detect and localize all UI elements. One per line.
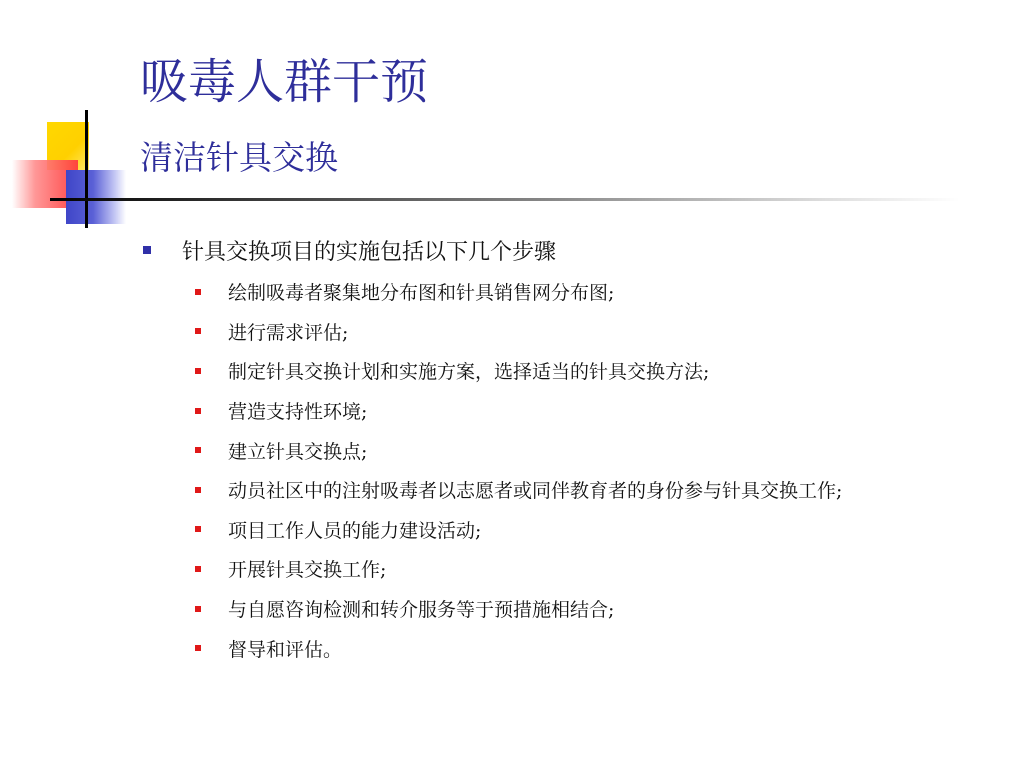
list-item-text: 营造支持性环境; (228, 401, 368, 424)
square-bullet-icon (143, 246, 151, 254)
list-item (140, 589, 1000, 629)
square-bullet-icon (195, 289, 201, 295)
list-item (140, 510, 1000, 550)
list-item (140, 628, 1000, 668)
list-item (140, 391, 1000, 431)
main-bullet-text: 针具交换项目的实施包括以下几个步骤 (182, 239, 557, 265)
list-item-text: 督导和评估。 (228, 638, 343, 661)
square-bullet-icon (195, 645, 201, 651)
square-bullet-icon (195, 606, 201, 612)
list-item (140, 351, 1000, 391)
list-item (140, 430, 1000, 470)
list-item (140, 312, 1000, 352)
slide-title: 吸毒人群干预 (140, 54, 429, 110)
square-bullet-icon (195, 526, 201, 532)
square-bullet-icon (195, 328, 201, 334)
list-item-text: 绘制吸毒者聚集地分布图和针具销售网分布图; (228, 282, 615, 305)
slide-subtitle: 清洁针具交换 (140, 138, 338, 177)
title-divider-line (50, 198, 960, 201)
square-bullet-icon (195, 487, 201, 493)
decor-blue-block (66, 170, 126, 224)
square-bullet-icon (195, 408, 201, 414)
square-bullet-icon (195, 566, 201, 572)
main-bullet-item (140, 232, 1000, 268)
list-item-text: 项目工作人员的能力建设活动; (228, 519, 482, 542)
square-bullet-icon (195, 447, 201, 453)
list-item-text: 开展针具交换工作; (228, 559, 387, 582)
list-item (140, 549, 1000, 589)
list-item (140, 470, 1000, 510)
slide-content (140, 232, 1000, 668)
list-item-text: 建立针具交换点; (228, 440, 368, 463)
list-item-text: 制定针具交换计划和实施方案，选择适当的针具交换方法; (228, 361, 710, 384)
square-bullet-icon (195, 368, 201, 374)
list-item-text: 与自愿咨询检测和转介服务等于预措施相结合; (228, 599, 615, 622)
list-item-text: 进行需求评估; (228, 321, 349, 344)
decor-vertical-line (85, 110, 88, 228)
list-item-text: 动员社区中的注射吸毒者以志愿者或同伴教育者的身份参与针具交换工作; (228, 480, 843, 503)
list-item (140, 272, 1000, 312)
steps-list (140, 272, 1000, 668)
